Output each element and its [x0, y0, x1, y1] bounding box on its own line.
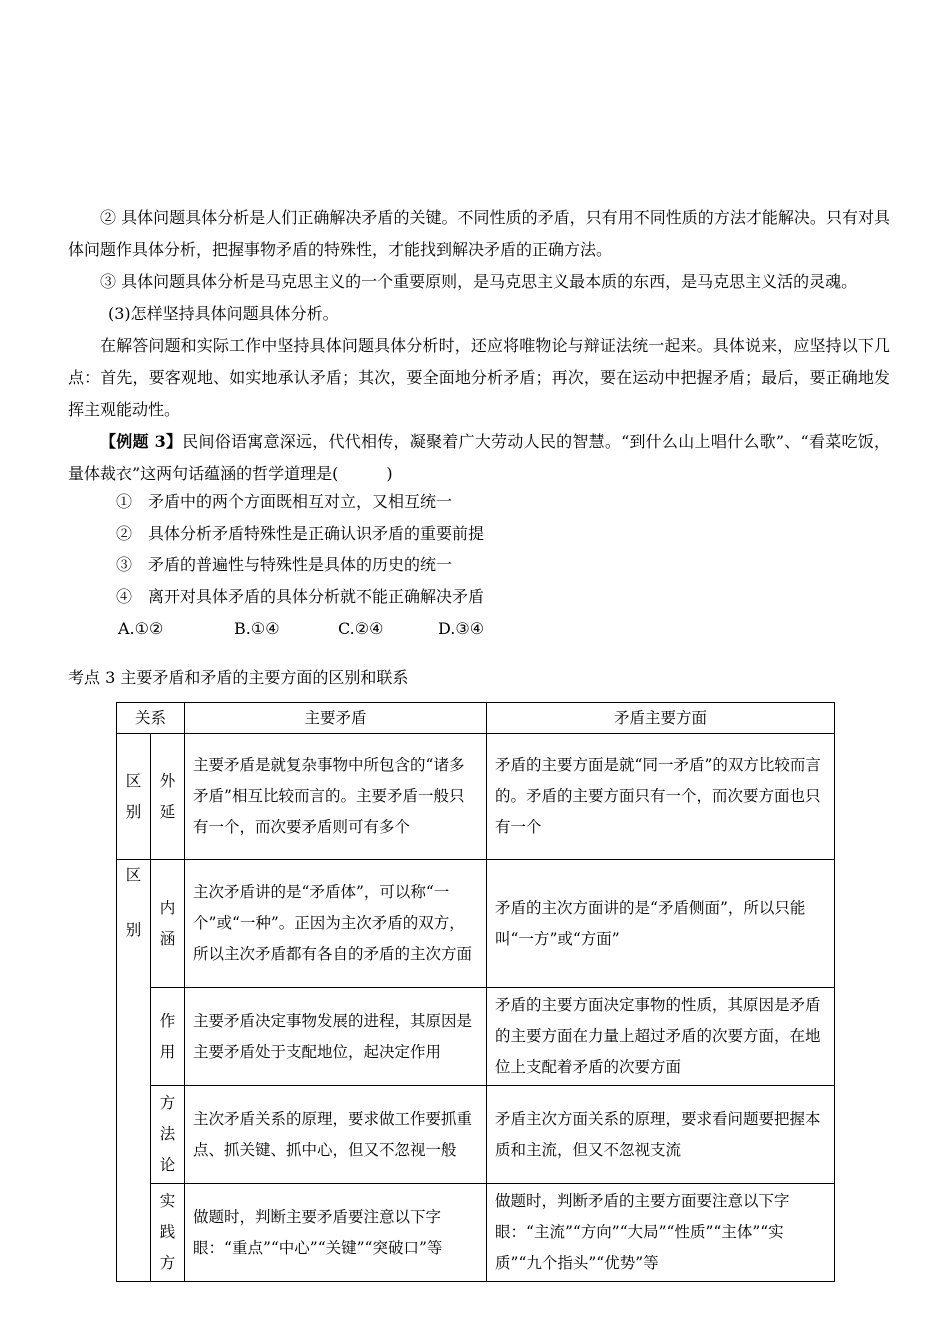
header-main-contradiction: 主要矛盾 [185, 703, 487, 734]
example-3-stem [68, 426, 890, 490]
section-title: 考点 3 主要矛盾和矛盾的主要方面的区别和联系 [68, 668, 409, 687]
table-row [117, 860, 835, 988]
header-relation: 关系 [117, 703, 185, 734]
table-header-row [117, 703, 835, 734]
option-a: A.①② [118, 619, 164, 638]
paragraph-point-2: ② 具体问题具体分析是人们正确解决矛盾的关键。不同性质的矛盾，只有用不同性质的方法才能解决。只有对具体问题作具体分析，把握事物矛盾的特殊性，才能找到解决矛盾的正确方法。 [68, 208, 890, 259]
cell-main-practice: 做题时，判断主要矛盾要注意以下字眼：“重点”“中心”“关键”“突破口”等 [185, 1184, 487, 1282]
table-row [117, 734, 835, 860]
cell-aspect-methodology: 矛盾主次方面关系的原理，要求看问题要把握本质和主流，但又不忽视支流 [487, 1086, 835, 1184]
row-label-extension: 外 延 [151, 734, 185, 860]
option-d: D.③④ [438, 619, 485, 638]
example-item-2: ② 具体分析矛盾特殊性是正确认识矛盾的重要前提 [116, 524, 485, 543]
example-item-3: ③ 矛盾的普遍性与特殊性是具体的历史的统一 [116, 555, 453, 574]
cell-aspect-practice: 做题时，判断矛盾的主要方面要注意以下字眼：“主流”“方向”“大局”“性质”“主体”“实质”“九个指头”“优势”等 [487, 1184, 835, 1282]
cell-aspect-extension: 矛盾的主要方面是就“同一矛盾”的双方比较而言的。矛盾的主要方面只有一个，而次要方面也只有一个 [487, 734, 835, 860]
example-item-1: ① 矛盾中的两个方面既相互对立，又相互统一 [116, 492, 453, 511]
header-main-aspect: 矛盾主要方面 [487, 703, 835, 734]
table-row [117, 1086, 835, 1184]
group-label-1: 区 别 [117, 734, 151, 860]
table-row [117, 1184, 835, 1282]
question-3-body: 在解答问题和实际工作中坚持具体问题具体分析时，还应将唯物论与辩证法统一起来。具体说来，应坚持以下几点：首先，要客观地、如实地承认矛盾；其次，要全面地分析矛盾；再次，要在运动中把握矛盾；最后，要正确地发挥主观能动性。 [68, 336, 890, 419]
comparison-table [116, 702, 835, 1282]
table-row [117, 988, 835, 1086]
row-label-methodology: 方 法 论 [151, 1086, 185, 1184]
example-3-label: 【例题 3】 [100, 432, 183, 451]
row-label-connotation: 内 涵 [151, 860, 185, 988]
answer-options [118, 613, 484, 645]
group-label-2: 区 别 [117, 860, 151, 1282]
example-3-question: 民间俗语寓意深远，代代相传，凝聚着广大劳动人民的智慧。“到什么山上唱什么歌”、“看菜吃饭，量体裁衣”这两句话蕴涵的哲学道理是( ) [68, 432, 890, 483]
paragraph-point-3: ③ 具体问题具体分析是马克思主义的一个重要原则，是马克思主义最本质的东西，是马克思主义活的灵魂。 [100, 272, 858, 291]
cell-aspect-function: 矛盾的主要方面决定事物的性质，其原因是矛盾的主要方面在力量上超过矛盾的次要方面，在地位上支配着矛盾的次要方面 [487, 988, 835, 1086]
cell-aspect-connotation: 矛盾的主次方面讲的是“矛盾侧面”，所以只能叫“一方”或“方面” [487, 860, 835, 988]
question-3-heading: (3)怎样坚持具体问题具体分析。 [108, 304, 339, 323]
example-item-4: ④ 离开对具体矛盾的具体分析就不能正确解决矛盾 [116, 587, 485, 606]
row-label-function: 作 用 [151, 988, 185, 1086]
option-c: C.②④ [338, 619, 384, 638]
cell-main-extension: 主要矛盾是就复杂事物中所包含的“诸多矛盾”相互比较而言的。主要矛盾一般只有一个，而次要矛盾则可有多个 [185, 734, 487, 860]
row-label-practice: 实 践 方 [151, 1184, 185, 1282]
cell-main-function: 主要矛盾决定事物发展的进程，其原因是主要矛盾处于支配地位，起决定作用 [185, 988, 487, 1086]
option-b: B.①④ [234, 619, 280, 638]
cell-main-connotation: 主次矛盾讲的是“矛盾体”，可以称“一个”或“一种”。正因为主次矛盾的双方，所以主次矛盾都有各自的矛盾的主次方面 [185, 860, 487, 988]
cell-main-methodology: 主次矛盾关系的原理，要求做工作要抓重点、抓关键、抓中心，但又不忽视一般 [185, 1086, 487, 1184]
